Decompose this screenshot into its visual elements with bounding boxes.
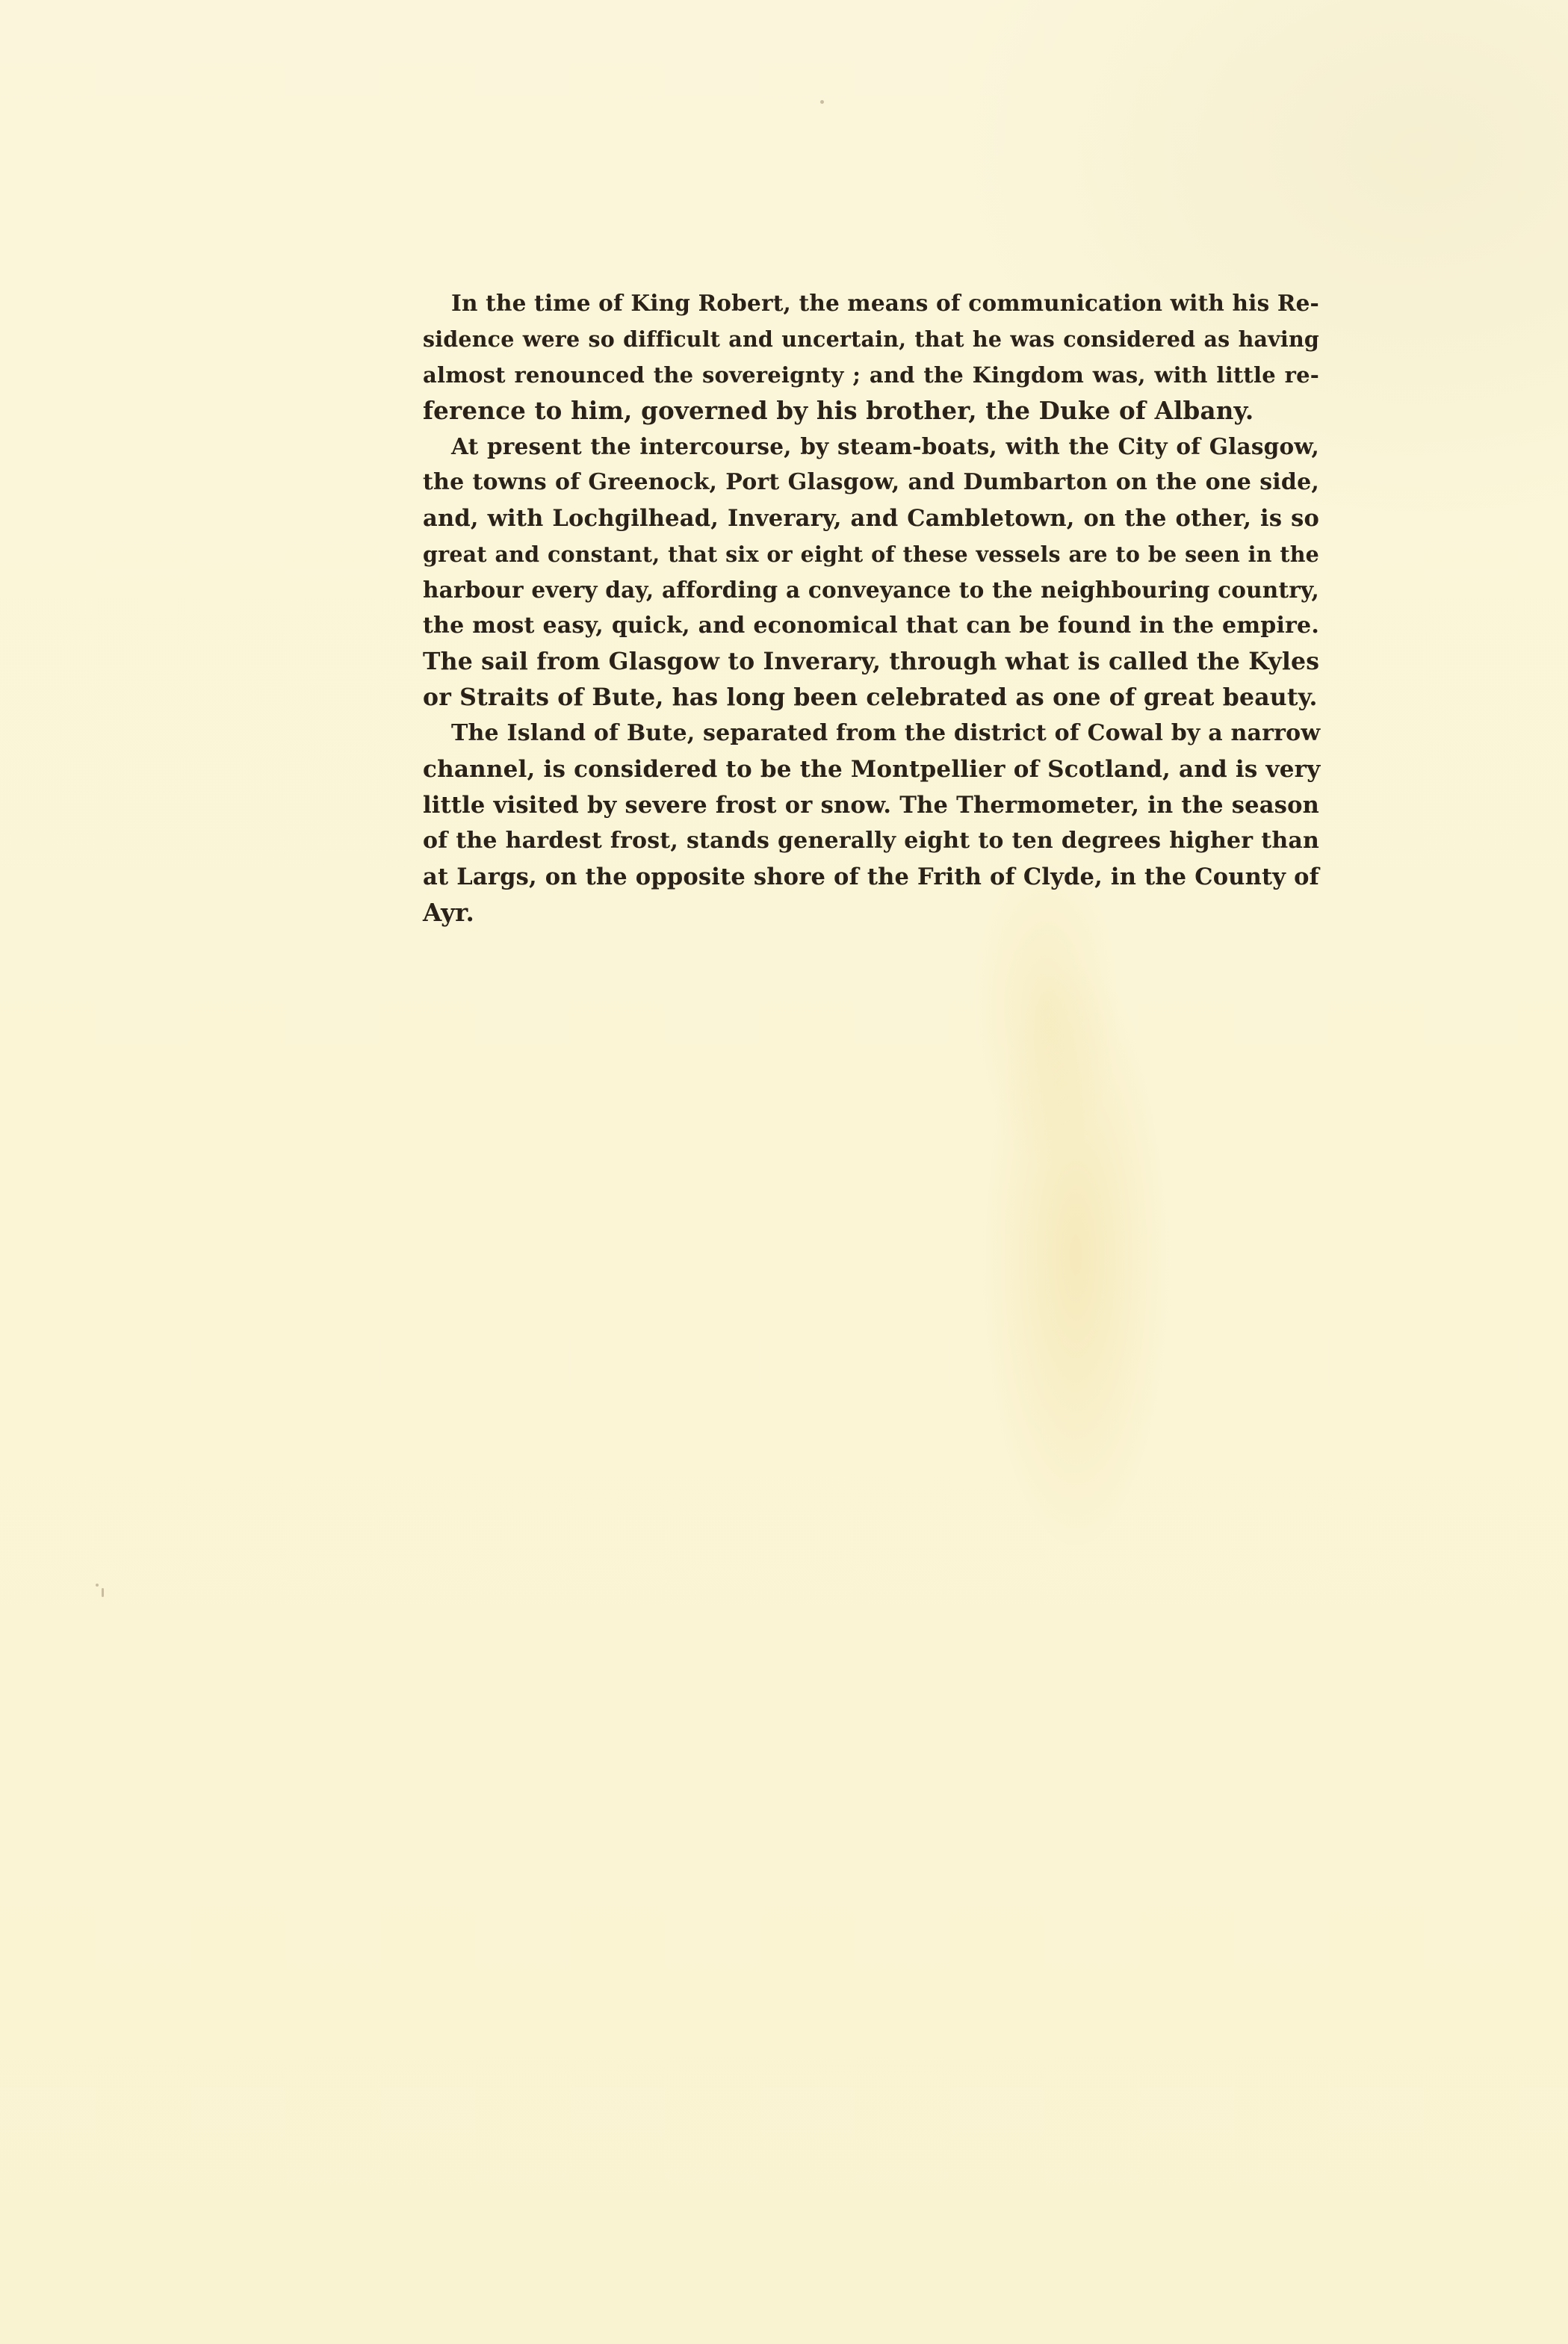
text-line: The Island of Bute, separated from the district of Cowal by a narrow xyxy=(451,720,1321,746)
paper-speck xyxy=(820,100,824,104)
paragraph-2 xyxy=(423,429,1319,716)
text-line: great and constant, that six or eight of these vessels are to be seen in the xyxy=(423,542,1319,567)
text-line: of the hardest frost, stands generally eight to ten degrees higher than xyxy=(423,828,1319,854)
text-line: Ayr. xyxy=(423,898,475,927)
text-line: ference to him, governed by his brother, the Duke of Albany. xyxy=(423,396,1254,425)
text-line: harbour every day, affording a conveyance to the neighbouring country, xyxy=(423,577,1319,603)
text-line: The sail from Glasgow to Inverary, through what is called the Kyles xyxy=(423,648,1320,675)
paragraph-3 xyxy=(423,716,1319,931)
paper-speck xyxy=(96,1584,99,1587)
paragraph-1 xyxy=(423,285,1319,429)
paper-speck xyxy=(102,1588,104,1597)
text-line: and, with Lochgilhead, Inverary, and Cambletown, on the other, is so xyxy=(423,505,1319,532)
text-line: sidence were so difficult and uncertain, that he was considered as having xyxy=(423,326,1319,352)
text-line: little visited by severe frost or snow. The Thermometer, in the season xyxy=(423,792,1319,819)
text-line: at Largs, on the opposite shore of the Frith of Clyde, in the County of xyxy=(423,864,1319,890)
text-line: almost renounced the sovereignty ; and the Kingdom was, with little re- xyxy=(423,362,1319,388)
text-line: the towns of Greenock, Port Glasgow, and Dumbarton on the one side, xyxy=(423,469,1319,495)
text-line: At present the intercourse, by steam-boats, with the City of Glasgow, xyxy=(451,433,1319,459)
text-line: or Straits of Bute, has long been celebrated as one of great beauty. xyxy=(423,683,1318,711)
body-text xyxy=(423,285,1319,931)
text-line: the most easy, quick, and economical that can be found in the empire. xyxy=(423,613,1319,639)
text-line: channel, is considered to be the Montpellier of Scotland, and is very xyxy=(423,756,1321,783)
text-line: In the time of King Robert, the means of communication with his Re- xyxy=(451,290,1319,316)
